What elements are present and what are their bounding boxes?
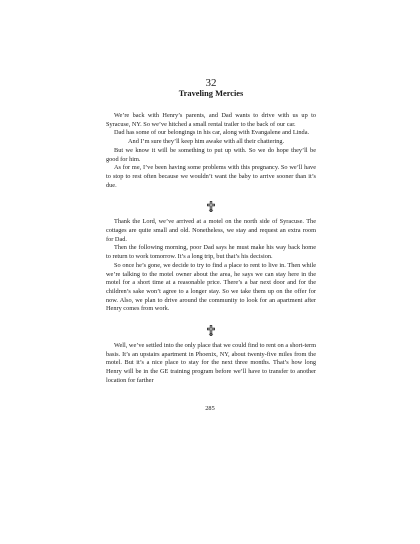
cross-ornament-icon [207,201,215,212]
paragraph: Dad has some of our belongings in his car, along with Evangalene and Linda. [114,129,310,137]
cross-ornament-icon [207,325,215,336]
page-number: 285 [205,405,215,412]
paragraph: Then the following morning, poor Dad says he must make his way back home to return to work tomorrow. It’s a long trip, but that’s his decision. [106,244,316,261]
paragraph: Well, we’ve settled into the only place that we could find to rent on a short-term basis. It’s an upstairs apartment in Phoenix, NY, about twenty-five miles from the motel. But it’s a nice place to stay for the next three months. That’s how long Henry will be in the GE training program before we’ll have to transfer to another location for farther [106,342,316,384]
section-divider [106,323,316,334]
chapter-title: Traveling Mercies [178,89,244,98]
paragraph: As for me, I’ve been having some problems with this pregnancy. So we’ll have to stop to rest often because we wouldn’t want the baby to arrive sooner than it’s due. [106,164,316,189]
chapter-number: 32 [205,77,217,89]
paragraph: We’re back with Henry’s parents, and Dad wants to drive with us up to Syracuse, NY. So we’ve hitched a small rental trailer to the back of our car. [106,112,316,128]
paragraph: Thank the Lord, we’ve arrived at a motel on the north side of Syracuse. The cottages are quite small and old. Nonetheless, we stay and request an extra room for Dad. [106,218,316,243]
paragraph: But we know it will be something to put up with. So we do hope they’ll be good for him. [106,146,316,163]
paragraph: So once he’s gone, we decide to try to find a place to rent to live in. Then while we’re talking to the motel owner about the area, he says we can stay here in the motel for a short time at a reasonable price. There’s a bar next door and for the children’s sake won’t agree to a longer stay. So we take them up on the offer for now. Also, we plan to drive around the community to look for an apartment after Henry comes from work. [106,261,316,313]
page-content [106,77,316,386]
paragraph: And I’m sure they’ll keep him awake with all their chattering. [128,138,285,146]
section-divider [106,199,316,210]
